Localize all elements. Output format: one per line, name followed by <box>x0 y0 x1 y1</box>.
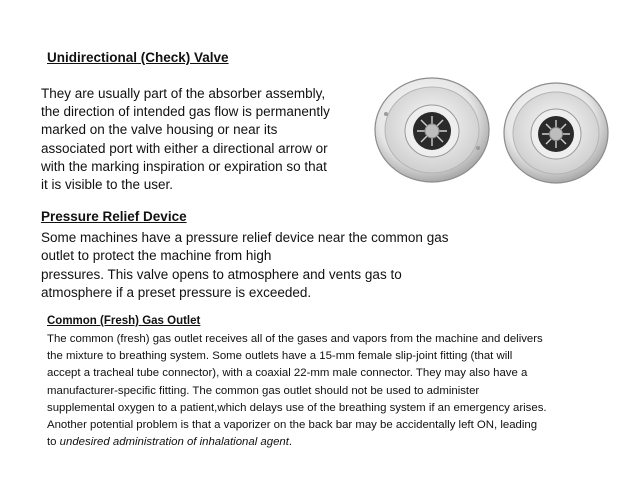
text-line: atmosphere if a preset pressure is exceeded. <box>41 285 312 301</box>
text-line: associated port with either a directional arrow or <box>41 140 328 156</box>
gas-outlet-heading: Common (Fresh) Gas Outlet <box>47 315 201 327</box>
text-line: Some machines have a pressure relief device near the common gas <box>41 230 449 245</box>
gas-outlet-paragraph <box>47 331 622 451</box>
last-suffix: . <box>288 436 293 449</box>
text-line: with the marking inspiration or expiration so that <box>41 158 327 174</box>
text-line: manufacturer-specific fitting. The common gas outlet should not be used to administer <box>47 384 480 397</box>
valve-left <box>375 78 489 182</box>
text-line: accept a tracheal tube connector), with a coaxial 22-mm male connector. They may also have a <box>47 367 528 380</box>
text-line: They are usually part of the absorber assembly, <box>41 86 326 101</box>
text-line: supplemental oxygen to a patient,which delays use of the breathing system if an emergency arises. <box>47 401 547 414</box>
last-italic: undesired administration of inhalational agent <box>59 436 289 449</box>
last-prefix: to <box>47 436 60 449</box>
check-valve-heading: Unidirectional (Check) Valve <box>47 50 229 65</box>
pressure-relief-paragraph <box>41 229 501 303</box>
text-line: the mixture to breathing system. Some outlets have a 15-mm female slip-joint fitting (that will <box>47 350 513 363</box>
text-line: the direction of intended gas flow is permanently <box>41 104 330 120</box>
text-line: marked on the valve housing or near its <box>41 122 278 138</box>
text-line: it is visible to the user. <box>41 177 174 193</box>
text-line-last <box>47 434 622 451</box>
valve-right <box>504 83 608 183</box>
text-line: Another potential problem is that a vaporizer on the back bar may be accidentally left ON, leading <box>47 419 538 432</box>
text-line: pressures. This valve opens to atmosphere and vents gas to <box>41 266 402 282</box>
text-line: outlet to protect the machine from high <box>41 248 272 264</box>
check-valves-photo <box>366 76 616 186</box>
text-line: The common (fresh) gas outlet receives all of the gases and vapors from the machine and delivers <box>47 333 543 345</box>
pressure-relief-heading: Pressure Relief Device <box>41 209 187 224</box>
check-valve-paragraph <box>41 85 366 194</box>
